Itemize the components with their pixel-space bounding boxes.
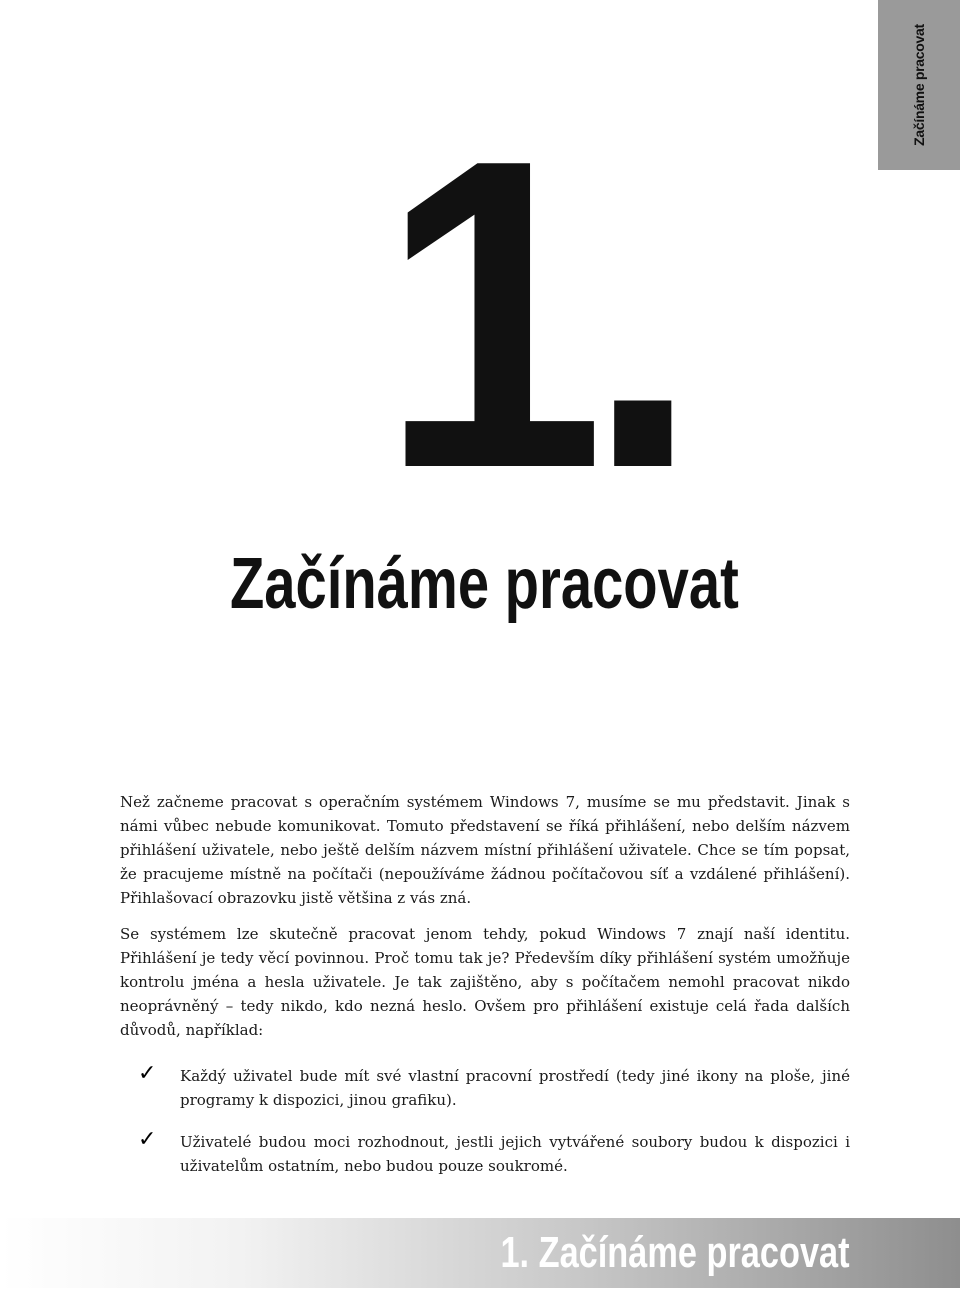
footer-bar [0,1218,960,1288]
checklist-item-text: Uživatelé budou moci rozhodnout, jestli jejich vytvářené soubory budou k dispozici i uživatelům ostatním, nebo budou pouze soukromé. [180,1133,850,1175]
checkmark-icon: ✓ [138,1127,157,1152]
paragraph-intro: Než začneme pracovat s operačním systémem Windows 7, musíme se mu představit. Jinak s námi vůbec nebude komunikovat. Tomuto představení se říká přihlášení, nebo delším názvem přihlášení uživatele, nebo ještě delším názvem místní přihlášení uživatele. Chce se tím popsat, že pracujeme místně na počítači (nepoužíváme žádnou počítačovou síť a vzdálené přihlášení). Přihlašovací obrazovku jistě většina z vás zná. [120,793,850,907]
footer-chapter-title: 1. Začínáme pracovat [500,1228,850,1277]
paragraph-login-reasons: Se systémem lze skutečně pracovat jenom tehdy, pokud Windows 7 znají naší identitu. Přihlášení je tedy věcí povinnou. Proč tomu tak je? Především díky přihlášení systém umožňuje kontrolu jména a hesla uživatele. Je tak zajištěno, aby s počítačem nemohl pracovat nikdo neoprávněný – tedy nikdo, kdo nezná heslo. Ovšem pro přihlášení existuje celá řada dalších důvodů, například: [120,925,850,1039]
chapter-number: 1. [380,69,681,560]
checklist-item-text: Každý uživatel bude mít své vlastní pracovní prostředí (tedy jiné ikony na ploše, jiné programy k dispozici, jinou grafiku). [180,1067,850,1109]
side-tab-label: Začínáme pracovat [911,24,927,146]
reasons-checklist [120,1061,850,1178]
checklist-item [120,1061,850,1112]
checklist-item [120,1127,850,1178]
chapter-body [120,790,850,1196]
side-chapter-tab [878,0,960,170]
checkmark-icon: ✓ [138,1061,157,1086]
chapter-title: Začínáme pracovat [230,544,739,624]
